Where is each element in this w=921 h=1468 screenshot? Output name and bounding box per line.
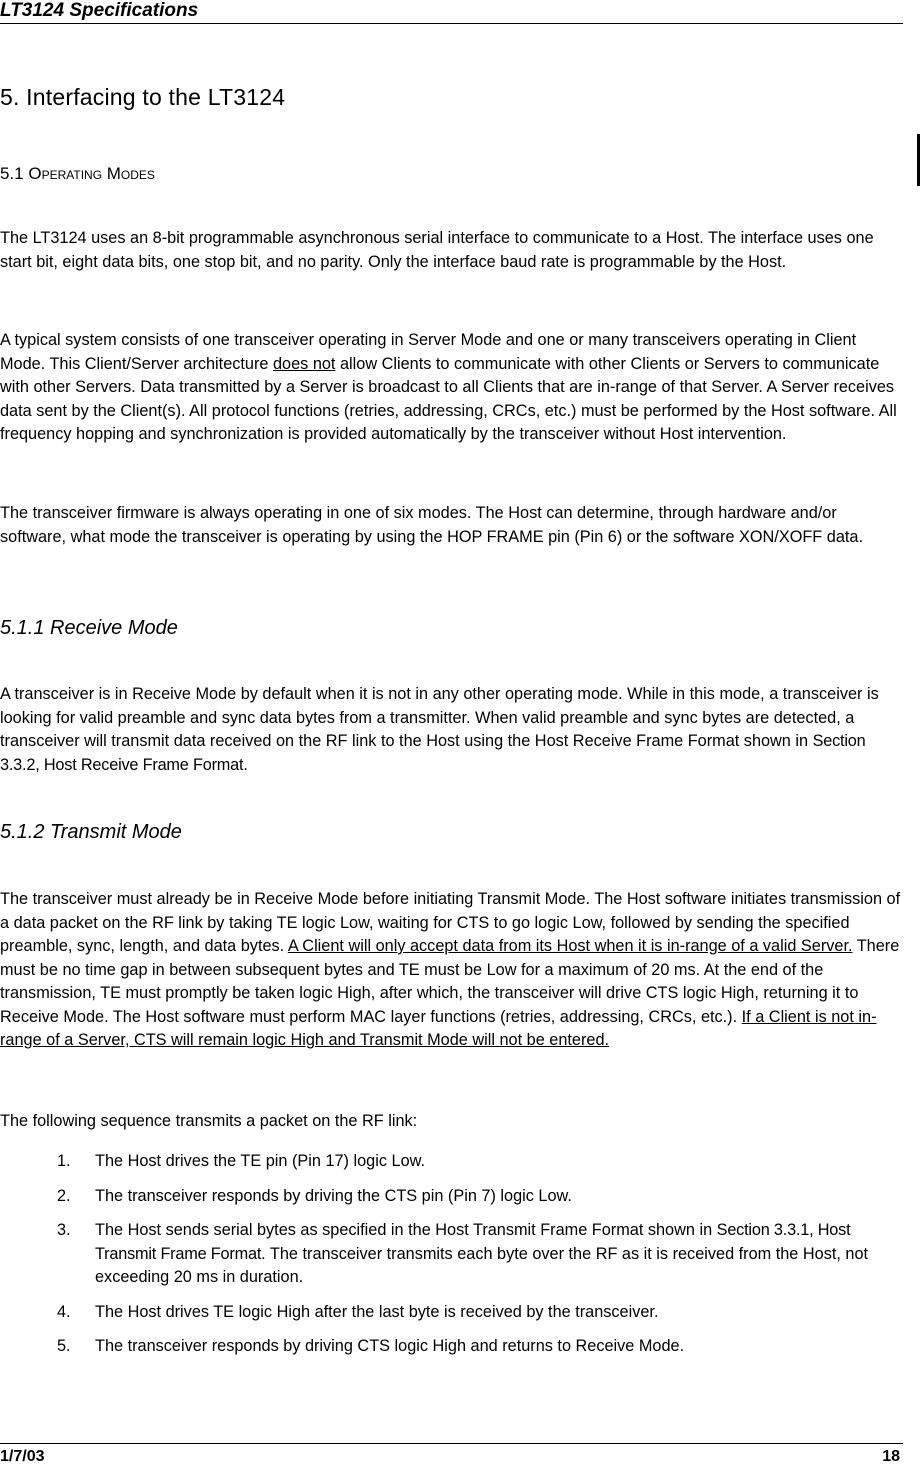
list-number: 5. <box>57 1337 71 1355</box>
footer-page-number: 18 <box>882 1448 900 1465</box>
subsection-heading-5-1: 5.1 Operating Modes <box>0 164 155 183</box>
list-item <box>57 1301 897 1325</box>
text: There must be no time gap in between subsequent bytes and TE must be Low for a maximum of 20 ms. At the end of the transmission, TE must promptly be taken logic High, after which, the transceiver will drive CTS logic High, returning it to Receive Mode. The Host software must perform MAC layer functions (retries, addressing, CRCs, etc.). <box>0 937 900 1026</box>
change-bar <box>917 134 920 186</box>
list-text: The transceiver responds by driving the CTS pin (Pin 7) logic Low. <box>95 1186 572 1205</box>
underlined-text: A Client will only accept data from its Host when it is in-range of a valid Server. <box>287 937 853 955</box>
list-item <box>57 1185 897 1209</box>
list-text: The Host drives TE logic High after the last byte is received by the transceiver. <box>95 1302 659 1321</box>
transmit-steps-list <box>57 1150 897 1370</box>
paragraph-sequence-intro: The following sequence transmits a packet on the RF link: <box>0 1112 418 1130</box>
section-title: 5. Interfacing to the LT3124 <box>0 84 286 110</box>
list-number: 2. <box>57 1186 71 1205</box>
list-text: The Host drives the TE pin (Pin 17) logic Low. <box>95 1152 426 1170</box>
list-item <box>57 1150 897 1174</box>
list-text: The transceiver responds by driving CTS logic High and returns to Receive Mode. <box>95 1337 685 1355</box>
subsection-heading-5-1-2: 5.1.2 Transmit Mode <box>0 821 182 843</box>
paragraph-receive-mode <box>0 683 903 777</box>
list-item <box>57 1335 897 1359</box>
list-number: 1. <box>57 1152 71 1170</box>
paragraph-interface: The LT3124 uses an 8-bit programmable asynchronous serial interface to communicate to a Host. The interface uses one start bit, eight data bits, one stop bit, and no parity. Only the interface baud rate is programmable by the Host. <box>0 229 874 271</box>
list-item <box>57 1219 897 1290</box>
list-text: . The transceiver transmits each byte over the RF as it is received from the Host, not exceeding 20 ms in duration. <box>95 1244 869 1286</box>
footer-date: 1/7/03 <box>0 1448 45 1465</box>
text: A transceiver is in Receive Mode by default when it is not in any other operating mode. While in this mode, a transceiver is looking for valid preamble and sync data bytes from a transmitter. When valid preamble and sync bytes are detected, a transceiver will transmit data received on the RF link to the Host using the Host Receive Frame Format shown in <box>0 685 879 750</box>
underlined-text: If a Client is not in-range of a Server, CTS will remain logic High and Transmit Mode will not be entered. <box>0 1007 877 1049</box>
subsection-heading-5-1-1: 5.1.1 Receive Mode <box>0 617 178 639</box>
section-reference-link[interactable]: Section 3.3.2, Host Receive Frame Format <box>0 732 866 774</box>
list-number: 3. <box>57 1221 71 1239</box>
footer-rule <box>0 1443 903 1444</box>
text: The transceiver must already be in Receive Mode before initiating Transmit Mode. The Host software initiates transmission of a data packet on the RF link by taking TE logic Low, waiting for CTS to go logic Low, followed by sending the specified preamble, sync, length, and data bytes. <box>0 890 901 955</box>
list-number: 4. <box>57 1302 71 1321</box>
text: allow Clients to communicate with other Clients or Servers to communicate with other Servers. Data transmitted by a Server is broadcast to all Clients that are in-range of that Server. A Server receives data sent by the Client(s). All protocol functions (retries, addressing, CRCs, etc.) must be performed by the Host software. All frequency hopping and synchronization is provided automatically by the transceiver without Host intervention. <box>0 354 897 443</box>
text: A typical system consists of one transceiver operating in Server Mode and one or many transceivers operating in Client Mode. This Client/Server architecture <box>0 331 857 373</box>
section-reference-link[interactable]: Section 3.3.1, Host Transmit Frame Format <box>95 1221 851 1263</box>
list-text: The Host sends serial bytes as specified in the Host Transmit Frame Format shown in <box>95 1221 717 1239</box>
header-rule <box>0 23 903 24</box>
paragraph-transmit-mode <box>0 888 903 1053</box>
paragraph-firmware-modes: The transceiver firmware is always operating in one of six modes. The Host can determine, through hardware and/or software, what mode the transceiver is operating by using the HOP FRAME pin (Pin 6) or the software XON/XOFF data. <box>0 504 863 546</box>
text: . <box>243 755 248 774</box>
header-title: LT3124 Specifications <box>0 0 199 21</box>
paragraph-architecture <box>0 329 903 447</box>
underlined-text: does not <box>272 354 336 373</box>
